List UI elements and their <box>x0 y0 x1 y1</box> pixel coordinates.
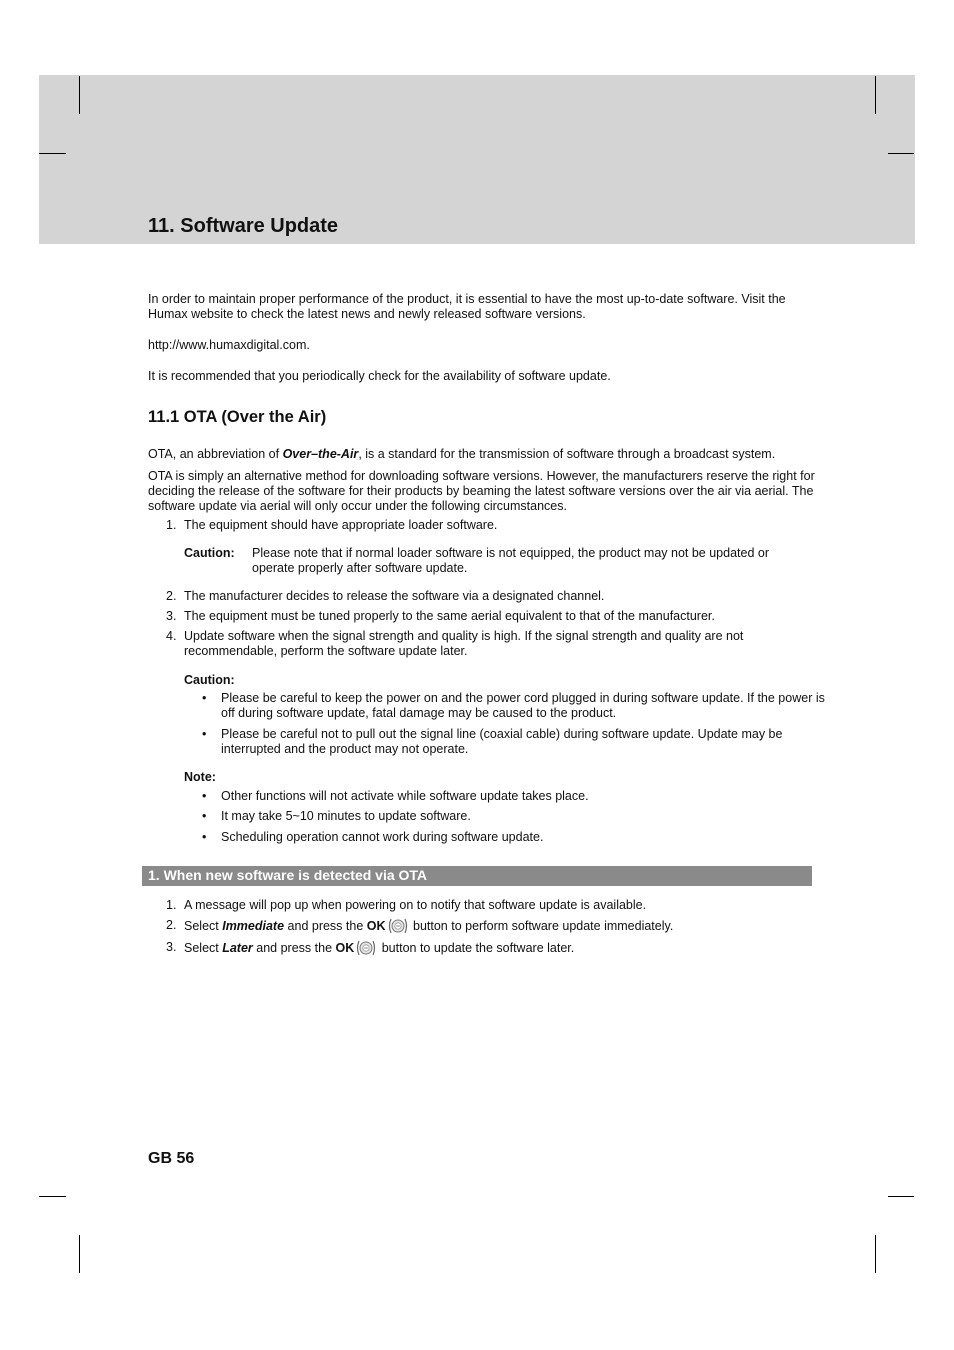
ota-definition <box>148 447 838 462</box>
crop-mark <box>79 76 80 114</box>
page-number: GB 56 <box>148 1150 195 1167</box>
ota-definition-pre: OTA, an abbreviation of <box>148 447 283 461</box>
text-fragment: button to perform software update immediately. <box>409 919 674 933</box>
ok-label: OK <box>335 941 355 955</box>
intro-paragraph: In order to maintain proper performance of the product, it is essential to have the most up-to-date software. Visit the Humax website to check the latest news and newly released software versions. <box>148 292 786 321</box>
caution-text: Please note that if normal loader software is not equipped, the product may not be updated or operate properly after software update. <box>252 546 769 575</box>
crop-mark <box>875 76 876 114</box>
option-immediate: Immediate <box>222 919 285 933</box>
option-later: Later <box>222 941 253 955</box>
caution-bullet: Please be careful not to pull out the signal line (coaxial cable) during software update. Update may be interrupted and the product may not operate. <box>221 727 783 756</box>
crop-mark <box>888 153 914 154</box>
page-title: 11. Software Update <box>148 215 339 237</box>
crop-mark <box>888 1196 914 1197</box>
ok-label: OK <box>366 919 386 933</box>
caution-label: Caution: <box>184 673 235 687</box>
section-title-ota: 11.1 OTA (Over the Air) <box>148 408 327 426</box>
note-bullet: It may take 5~10 minutes to update software. <box>221 809 471 823</box>
note-bullet: Scheduling operation cannot work during software update. <box>221 830 544 844</box>
list-number: 3. <box>166 940 177 954</box>
list-item: The equipment should have appropriate loader software. <box>184 518 498 532</box>
list-item-immediate <box>184 918 834 938</box>
text-fragment: and press the <box>284 919 367 933</box>
caution-label: Caution: <box>184 546 235 560</box>
section-bar-detect <box>142 866 812 886</box>
bullet: • <box>202 830 207 844</box>
list-number: 2. <box>166 918 177 932</box>
note-bullet: Other functions will not activate while software update takes place. <box>221 789 589 803</box>
ota-paragraph: OTA is simply an alternative method for downloading software versions. However, the manufacturers reserve the right for deciding the release of the software for their products by beaming the latest software versions over the air via aerial. The software update via aerial will only occur under the following circumstances. <box>148 469 815 513</box>
list-item: The manufacturer decides to release the software via a designated channel. <box>184 589 605 603</box>
ota-definition-post: , is a standard for the transmission of software through a broadcast system. <box>358 447 776 461</box>
caution-bullet: Please be careful to keep the power on and the power cord plugged in during software update. If the power is off during software update, fatal damage may be caused to the product. <box>221 691 825 720</box>
list-number: 1. <box>166 518 177 532</box>
crop-mark <box>875 1235 876 1273</box>
recommendation-text: It is recommended that you periodically check for the availability of software update. <box>148 369 611 383</box>
list-item: A message will pop up when powering on to notify that software update is available. <box>184 898 647 912</box>
ok-button-icon <box>388 918 408 938</box>
list-number: 4. <box>166 629 177 643</box>
crop-mark <box>79 1235 80 1273</box>
bullet: • <box>202 691 207 705</box>
crop-mark <box>39 153 66 154</box>
note-label: Note: <box>184 770 216 784</box>
list-item-later <box>184 940 834 960</box>
ota-term: Over–the-Air <box>282 447 359 461</box>
bullet: • <box>202 809 207 823</box>
text-fragment: button to update the software later. <box>378 941 575 955</box>
text-fragment: Select <box>184 941 223 955</box>
list-number: 3. <box>166 609 177 623</box>
list-number: 1. <box>166 898 177 912</box>
crop-mark <box>39 1196 66 1197</box>
list-item: Update software when the signal strength and quality is high. If the signal strength and quality are not recommendable, perform the software update later. <box>184 629 744 658</box>
ok-button-icon <box>356 940 376 960</box>
bullet: • <box>202 789 207 803</box>
list-number: 2. <box>166 589 177 603</box>
bullet: • <box>202 727 207 741</box>
list-item: The equipment must be tuned properly to the same aerial equivalent to that of the manufacturer. <box>184 609 715 623</box>
text-fragment: Select <box>184 919 223 933</box>
text-fragment: and press the <box>252 941 336 955</box>
section-title-detect: 1. When new software is detected via OTA <box>148 867 428 883</box>
website-url: http://www.humaxdigital.com. <box>148 338 310 352</box>
